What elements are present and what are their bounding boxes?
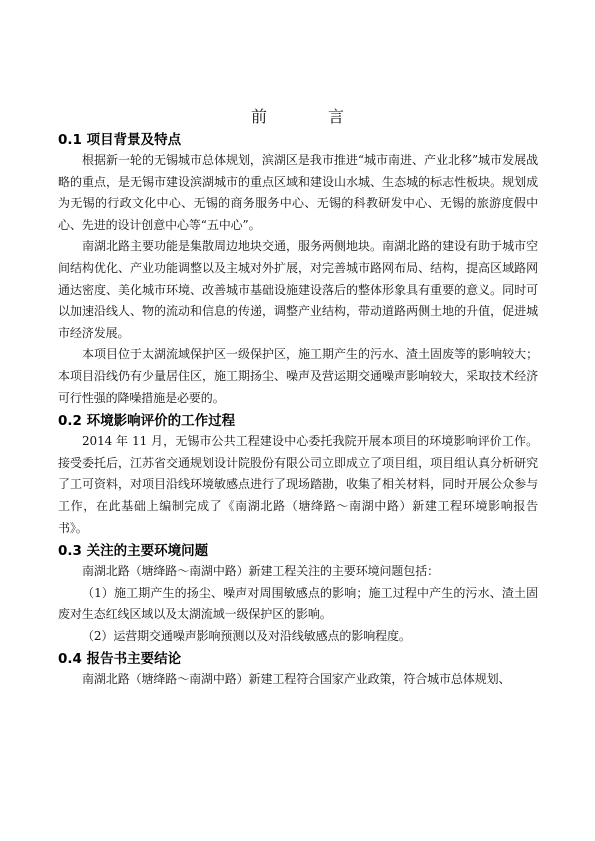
paragraph: 2014 年 11 月，无锡市公共工程建设中心委托我院开展本项目的环境影响评价工作。接受委托后，江苏省交通规划设计院股份有限公司立即成立了项目组，项目组认真分析研究了工可资料，对项目沿线环境敏感点进行了现场踏勘，收集了相关材料，同时开展公众参与工作，在此基础上编制完成了《南湖北路（塘绛路～南湖中路）新建工程环境影响报告书》。: [58, 434, 538, 535]
document-body: [58, 130, 538, 691]
section-heading: 0.2 环境影响评价的工作过程: [58, 413, 236, 430]
section-heading: 0.1 项目背景及特点: [58, 132, 182, 148]
paragraph: 南湖北路（塘绛路～南湖中路）新建工程符合国家产业政策，符合城市总体规划、: [82, 672, 511, 687]
section-heading: 0.4 报告书主要结论: [58, 651, 182, 668]
section-conclusions: [58, 649, 538, 691]
paragraph: （1）施工期产生的扬尘、噪声对周围敏感点的影响；施工过程中产生的污水、渣土固废对生态红线区域以及太湖流域一级保护区的影响。: [58, 585, 538, 622]
page-title: 前 言: [250, 107, 373, 126]
paragraph: 南湖北路（塘绛路～南湖中路）新建工程关注的主要环境问题包括：: [82, 564, 440, 579]
section-background: [58, 130, 538, 409]
paragraph: 南湖北路主要功能是集散周边地块交通，服务两侧地块。南湖北路的建设有助于城市空间结构优化、产业功能调整以及主城对外扩展，对完善城市路网布局、结构，提高区域路网通达密度、美化城市环境、改善城市基础设施建设落后的整体形象具有重要的意义。同时可以加速沿线人、物的流动和信息的传递，调整产业结构，带动道路两侧土地的升值，促进城市经济发展。: [58, 239, 538, 340]
paragraph: （2）运营期交通噪声影响预测以及对沿线敏感点的影响程度。: [82, 628, 411, 643]
section-key-issues: [58, 541, 538, 647]
paragraph: 根据新一轮的无锡城市总体规划，滨湖区是我市推进“城市南进、产业北移”城市发展战略的重点，是无锡市建设滨湖城市的重点区域和建设山水城、生态城的标志性板块。规划成为无锡的行政文化中心、无锡的商务服务中心、无锡的科教研发中心、无锡的旅游度假中心、先进的设计创意中心等“五中心”。: [58, 153, 538, 232]
paragraph: 本项目位于太湖流域保护区一级保护区，施工期产生的污水、渣土固废等的影响较大；本项目沿线仍有少量居住区，施工期扬尘、噪声及营运期交通噪声影响较大，采取技术经济可行性强的降噪措施是必要的。: [58, 347, 538, 405]
section-heading: 0.3 关注的主要环境问题: [58, 543, 209, 560]
section-assessment-process: [58, 411, 538, 539]
